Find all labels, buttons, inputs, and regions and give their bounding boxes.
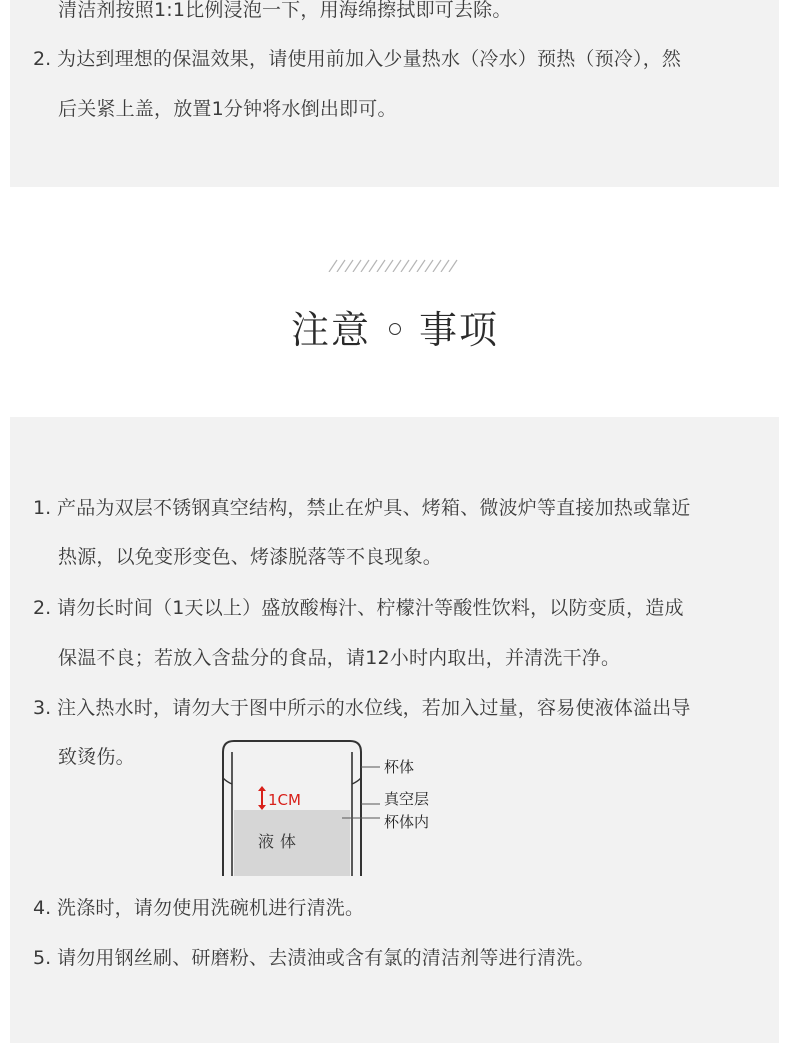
note-number-3: 3. xyxy=(33,697,52,719)
note-3-line2: 致烫伤。 xyxy=(58,746,135,768)
cup-shoulder-right xyxy=(352,778,361,784)
liquid-label: 液体 xyxy=(258,832,303,851)
cleaning-tip-line: 清洁剂按照1:1比例浸泡一下，用海绵擦拭即可去除。 xyxy=(58,0,512,21)
note-1-line1: 产品为双层不锈钢真空结构，禁止在炉具、烤箱、微波炉等直接加热或靠近 xyxy=(57,497,691,519)
label-cup-body: 杯体 xyxy=(384,758,415,776)
ring-separator-icon xyxy=(389,323,401,335)
tip-number-2: 2. xyxy=(33,48,52,70)
note-4-line1: 洗涤时，请勿使用洗碗机进行清洗。 xyxy=(57,897,365,919)
cup-water-level-diagram xyxy=(218,738,450,876)
section-title-left: 注意 xyxy=(290,308,371,352)
preheat-tip-line2: 后关紧上盖，放置1分钟将水倒出即可。 xyxy=(58,98,397,120)
preheat-tip-line1: 为达到理想的保温效果，请使用前加入少量热水（冷水）预热（预冷），然 xyxy=(57,48,682,70)
level-marker-arrow-down-icon xyxy=(258,805,266,810)
note-5-line1: 请勿用钢丝刷、研磨粉、去渍油或含有氯的清洁剂等进行清洗。 xyxy=(57,947,595,969)
section-title xyxy=(0,306,790,354)
level-marker-arrow-up-icon xyxy=(258,786,266,791)
note-2-line2: 保温不良；若放入含盐分的食品，请12小时内取出，并清洗干净。 xyxy=(58,647,621,669)
note-number-5: 5. xyxy=(33,947,52,969)
note-2-line1: 请勿长时间（1天以上）盛放酸梅汁、柠檬汁等酸性饮料，以防变质，造成 xyxy=(57,597,684,619)
note-1-line2: 热源，以免变形变色、烤漆脱落等不良现象。 xyxy=(58,546,443,568)
note-3-line1: 注入热水时，请勿大于图中所示的水位线，若加入过量，容易使液体溢出导 xyxy=(57,697,691,719)
top-info-panel xyxy=(10,0,779,187)
note-number-4: 4. xyxy=(33,897,52,919)
label-cup-inner: 杯体内 xyxy=(384,813,430,831)
note-number-2: 2. xyxy=(33,597,52,619)
note-number-1: 1. xyxy=(33,497,52,519)
cup-shoulder-left xyxy=(223,778,232,784)
section-title-right: 事项 xyxy=(419,308,500,352)
level-marker-label: 1CM xyxy=(268,791,301,809)
label-vacuum-layer: 真空层 xyxy=(384,790,430,808)
decorative-hatch-divider xyxy=(328,258,462,272)
